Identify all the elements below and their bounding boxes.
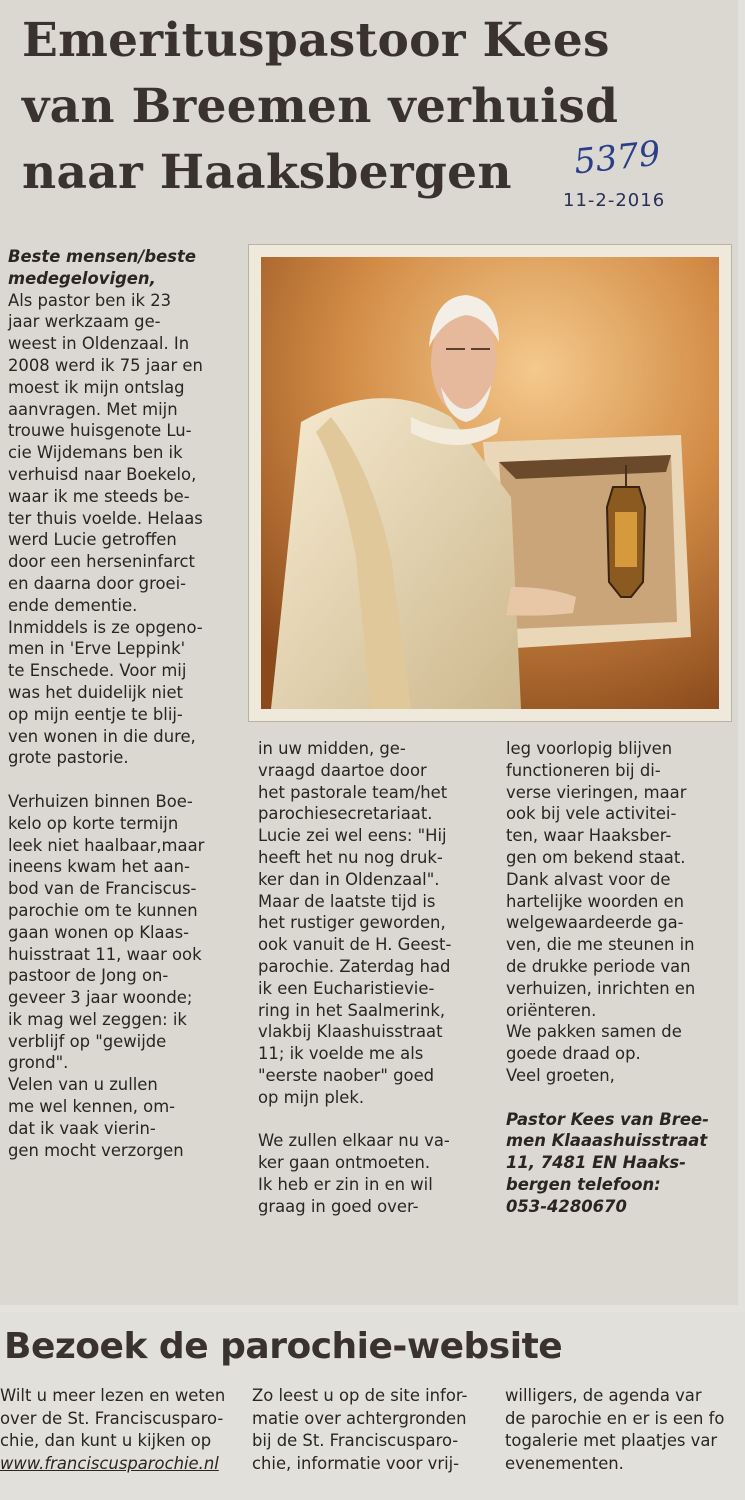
article-text-line: verhuizen, inrichten en	[506, 978, 696, 998]
article-text-line: ker dan in Oldenzaal".	[258, 869, 440, 889]
article-text-line: graag in goed over-	[258, 1196, 419, 1216]
article-text-line: bergen telefoon:	[506, 1174, 661, 1194]
article-text-line: ring in het Saalmerink,	[258, 1000, 446, 1020]
article-text-line: gen om bekend staat.	[506, 847, 686, 867]
website-text-line: over de St. Franciscusparo-	[0, 1408, 224, 1428]
website-text-line: de parochie en er is een fo	[505, 1408, 725, 1428]
article-text-line: oriënteren.	[506, 1000, 597, 1020]
article-text-line: Veel groeten,	[506, 1065, 615, 1085]
website-column-3	[505, 1385, 745, 1475]
article-text-line: Lucie zei wel eens: "Hij	[258, 826, 447, 846]
article-text-line: was het duidelijk niet	[8, 682, 183, 702]
article-text-line: grote pastorie.	[8, 748, 129, 768]
article-text-line: dat ik vaak vierin-	[8, 1118, 156, 1138]
article-text-line: parochie. Zaterdag had	[258, 956, 451, 976]
article-text-line: op mijn eentje te blij-	[8, 704, 183, 724]
article-text-line: goede draad op.	[506, 1044, 641, 1064]
article-text-line: het pastorale team/het	[258, 782, 448, 802]
article-text-line: kelo op korte termijn	[8, 813, 179, 833]
article-text-line: Dank alvast voor de	[506, 869, 671, 889]
article-text-line: ven wonen in die dure,	[8, 726, 196, 746]
article-text-line: geveer 3 jaar woonde;	[8, 988, 193, 1008]
website-text-line: evenementen.	[505, 1453, 624, 1473]
website-text-line: matie over achtergronden	[252, 1408, 467, 1428]
article-text-line: me wel kennen, om-	[8, 1097, 176, 1117]
handwritten-date: 11-2-2016	[563, 190, 666, 211]
article-text-line: 053-4280670	[506, 1196, 627, 1216]
column-3-body	[506, 738, 728, 1087]
article-text-line: vraagd daartoe door	[258, 760, 427, 780]
article-text-line: 2008 werd ik 75 jaar en	[8, 355, 203, 375]
article-text-line: Inmiddels is ze opgeno-	[8, 617, 203, 637]
signature-block	[506, 1109, 728, 1218]
article-text-line: verblijf op "gewijde	[8, 1031, 167, 1051]
article-text-line	[8, 769, 230, 791]
article-column-3	[506, 738, 728, 1218]
article-text-line: ven, die me steunen in	[506, 935, 695, 955]
article-text-line: ineens kwam het aan-	[8, 857, 190, 877]
article-text-line: leg voorlopig blijven	[506, 739, 673, 758]
article-text-line: waar ik me steeds be-	[8, 486, 190, 506]
article-text-line: 11; ik voelde me als	[258, 1044, 424, 1064]
website-column-1	[0, 1385, 240, 1475]
article-text-line: vlakbij Klaashuisstraat	[258, 1022, 443, 1042]
article-text-line: pastoor de Jong on-	[8, 966, 169, 986]
article-text-line: hartelijke woorden en	[506, 891, 685, 911]
article-text-line: Ik heb er zin in en wil	[258, 1174, 433, 1194]
article-text-line: welgewaardeerde ga-	[506, 913, 684, 933]
article-text-line: Als pastor ben ik 23	[8, 290, 172, 310]
handwritten-number: 5379	[572, 133, 663, 183]
article-text-line	[258, 1109, 480, 1131]
website-text-line: willigers, de agenda var	[505, 1386, 702, 1405]
article-text-line: Pastor Kees van Bree-	[506, 1109, 709, 1129]
pastor-photo	[248, 244, 732, 722]
article-text-line: 11, 7481 EN Haaks-	[506, 1153, 686, 1173]
article-text-line: ik mag wel zeggen: ik	[8, 1009, 187, 1029]
website-text-line: bij de St. Franciscusparo-	[252, 1431, 459, 1450]
pastor-photo-illustration	[261, 257, 719, 709]
article-text-line: ter thuis voelde. Helaas	[8, 508, 203, 528]
article-text-line: functioneren bij di-	[506, 760, 661, 780]
article-text-line: moest ik mijn ontslag	[8, 377, 185, 397]
website-text-line: chie, informatie voor vrij-	[252, 1453, 460, 1473]
article-text-line: in uw midden, ge-	[258, 739, 406, 758]
article-text-line: jaar werkzaam ge-	[8, 312, 161, 332]
article-text-line: men Klaaashuisstraat	[506, 1131, 708, 1151]
article-text-line: Maar de laatste tijd is	[258, 891, 436, 911]
greeting-line: Beste mensen/beste	[8, 247, 196, 266]
article-text-line: leek niet haalbaar,maar	[8, 835, 205, 855]
article-text-line: te Enschede. Voor mij	[8, 661, 187, 681]
article-text-line: de drukke periode van	[506, 956, 691, 976]
website-text-line: chie, dan kunt u kijken op	[0, 1431, 212, 1450]
article-text-line: trouwe huisgenote Lu-	[8, 421, 192, 441]
article-text-line: ook bij vele activitei-	[506, 804, 677, 824]
article-text-line: Verhuizen binnen Boe-	[8, 791, 193, 811]
article-text-line: op mijn plek.	[258, 1087, 365, 1107]
article-text-line: huisstraat 11, waar ook	[8, 944, 202, 964]
article-text-line: aanvragen. Met mijn	[8, 399, 178, 419]
article-text-line: grond".	[8, 1053, 69, 1073]
article-text-line: heeft het nu nog druk-	[258, 847, 443, 867]
article-text-line: "eerste naober" goed	[258, 1065, 435, 1085]
website-link[interactable]: www.franciscusparochie.nl	[0, 1453, 219, 1473]
column-1-body	[8, 290, 230, 1162]
headline-line: Emerituspastoor Kees	[22, 13, 610, 68]
article-text-line: weest in Oldenzaal. In	[8, 334, 190, 354]
article-text-line: men in 'Erve Leppink'	[8, 639, 186, 659]
article-text-line: gen mocht verzorgen	[8, 1140, 184, 1160]
article-column-1	[8, 246, 230, 1161]
article-text-line: bod van de Franciscus-	[8, 879, 197, 899]
greeting-line: medegelovigen,	[8, 268, 156, 288]
headline-line: naar Haaksbergen	[22, 145, 512, 200]
article-column-2	[258, 738, 480, 1218]
website-box-title: Bezoek de parochie-website	[4, 1326, 563, 1367]
website-text-line: togalerie met plaatjes var	[505, 1431, 718, 1450]
article-text-line: gaan wonen op Klaas-	[8, 922, 190, 942]
article-text-line: verse vieringen, maar	[506, 782, 687, 802]
article-text-line: Velen van u zullen	[8, 1075, 158, 1095]
article-text-line: ik een Eucharistievie-	[258, 978, 435, 998]
article-text-line: We zullen elkaar nu va-	[258, 1131, 450, 1151]
article-text-line: verhuisd naar Boekelo,	[8, 464, 197, 484]
website-column-2	[252, 1385, 492, 1475]
article-text-line: het rustiger geworden,	[258, 913, 446, 933]
article-text-line: cie Wijdemans ben ik	[8, 443, 183, 463]
article-text-line: parochie om te kunnen	[8, 900, 198, 920]
article-text-line: parochiesecretariaat.	[258, 804, 433, 824]
website-text-line: Wilt u meer lezen en weten	[0, 1386, 226, 1405]
article-text-line: We pakken samen de	[506, 1022, 682, 1042]
article-text-line: ook vanuit de H. Geest-	[258, 935, 452, 955]
website-text-line: Zo leest u op de site infor-	[252, 1386, 468, 1405]
article-text-line: en daarna door groei-	[8, 573, 187, 593]
article-text-line: ker gaan ontmoeten.	[258, 1153, 431, 1173]
article-text-line: werd Lucie getroffen	[8, 530, 177, 550]
article-text-line: door een herseninfarct	[8, 552, 195, 572]
headline-line: van Breemen verhuisd	[22, 79, 619, 134]
article-text-line: ten, waar Haaksber-	[506, 826, 672, 846]
article-text-line: ende dementie.	[8, 595, 138, 615]
